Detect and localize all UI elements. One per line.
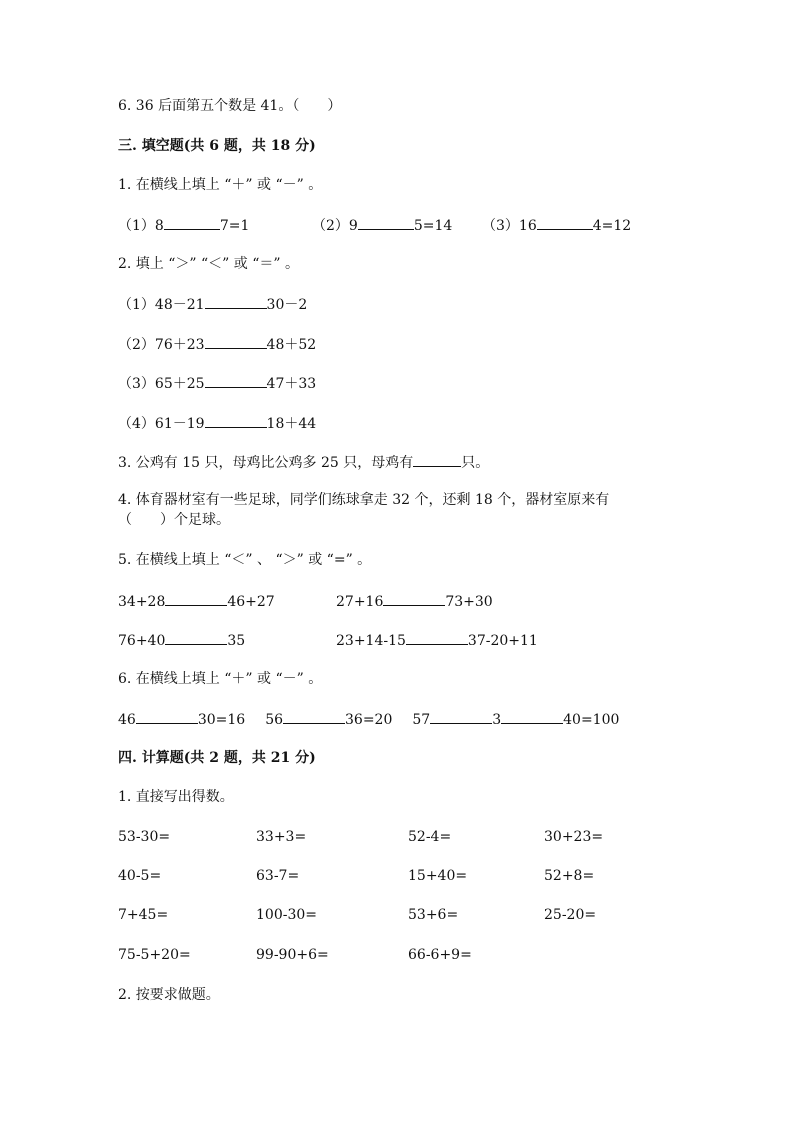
q6-stem: 6. 在横线上填上 “＋” 或 “－” 。 xyxy=(118,671,323,687)
q6-items: 46 30=16 56 36=20 57 3 40=100 xyxy=(118,708,619,730)
calc-item: 66-6+9= xyxy=(408,947,472,963)
blank[interactable] xyxy=(165,590,227,606)
q2-item-1: （1）48－21 30－2 xyxy=(118,293,307,315)
calc-item: 30+23= xyxy=(544,829,604,845)
calc-item: 40-5= xyxy=(118,868,162,884)
blank[interactable] xyxy=(430,708,492,724)
blank[interactable] xyxy=(205,372,267,388)
q5-item-c: 76+40 35 xyxy=(118,629,245,651)
blank[interactable] xyxy=(413,451,461,467)
calc-item: 15+40= xyxy=(408,868,468,884)
blank[interactable] xyxy=(537,214,593,230)
calc-item: 52+8= xyxy=(544,868,595,884)
calc-item: 75-5+20= xyxy=(118,947,191,963)
q4-line-2: （ ）个足球。 xyxy=(118,512,230,528)
blank[interactable] xyxy=(136,708,198,724)
blank[interactable] xyxy=(205,293,267,309)
calc-item: 7+45= xyxy=(118,907,169,923)
calc-q2-stem: 2. 按要求做题。 xyxy=(118,987,220,1003)
calc-item: 99-90+6= xyxy=(256,947,329,963)
q1-stem: 1. 在横线上填上 “＋” 或 “－” 。 xyxy=(118,177,323,193)
calc-item: 52-4= xyxy=(408,829,452,845)
section-3-title: 三. 填空题(共 6 题，共 18 分) xyxy=(118,138,316,154)
q2-item-3: （3）65＋25 47＋33 xyxy=(118,372,316,394)
blank[interactable] xyxy=(501,708,563,724)
q5-item-d: 23+14-15 37-20+11 xyxy=(336,629,538,651)
calc-item: 100-30= xyxy=(256,907,317,923)
blank[interactable] xyxy=(165,629,227,645)
blank[interactable] xyxy=(205,412,267,428)
q2-item-2: （2）76＋23 48＋52 xyxy=(118,333,316,355)
blank[interactable] xyxy=(358,214,414,230)
q5-item-a: 34+28 46+27 xyxy=(118,590,275,612)
calc-item: 63-7= xyxy=(256,868,300,884)
calc-item: 25-20= xyxy=(544,907,597,923)
calc-item: 53+6= xyxy=(408,907,459,923)
q1-item-c: （3）16 4=12 xyxy=(482,214,631,236)
q4-line-1: 4. 体育器材室有一些足球，同学们练球拿走 32 个，还剩 18 个，器材室原来有 xyxy=(118,492,610,508)
question-6-prev: 6. 36 后面第五个数是 41。（ ） xyxy=(118,98,342,114)
q5-item-b: 27+16 73+30 xyxy=(336,590,493,612)
q2-stem: 2. 填上 “＞” “＜” 或 “＝” 。 xyxy=(118,256,300,272)
calc-q1-stem: 1. 直接写出得数。 xyxy=(118,789,234,805)
section-4-title: 四. 计算题(共 2 题，共 21 分) xyxy=(118,750,316,766)
calc-item: 33+3= xyxy=(256,829,307,845)
blank[interactable] xyxy=(406,629,468,645)
calc-item: 53-30= xyxy=(118,829,171,845)
q1-item-a: （1）8 7=1 xyxy=(118,214,249,236)
q2-item-4: （4）61－19 18＋44 xyxy=(118,412,316,434)
blank[interactable] xyxy=(383,590,445,606)
q5-stem: 5. 在横线上填上 “＜” 、 “＞” 或 “=” 。 xyxy=(118,552,372,568)
q3: 3. 公鸡有 15 只，母鸡比公鸡多 25 只，母鸡有 只。 xyxy=(118,451,489,473)
blank[interactable] xyxy=(283,708,345,724)
q1-item-b: （2）9 5=14 xyxy=(312,214,452,236)
blank[interactable] xyxy=(164,214,220,230)
blank[interactable] xyxy=(205,333,267,349)
